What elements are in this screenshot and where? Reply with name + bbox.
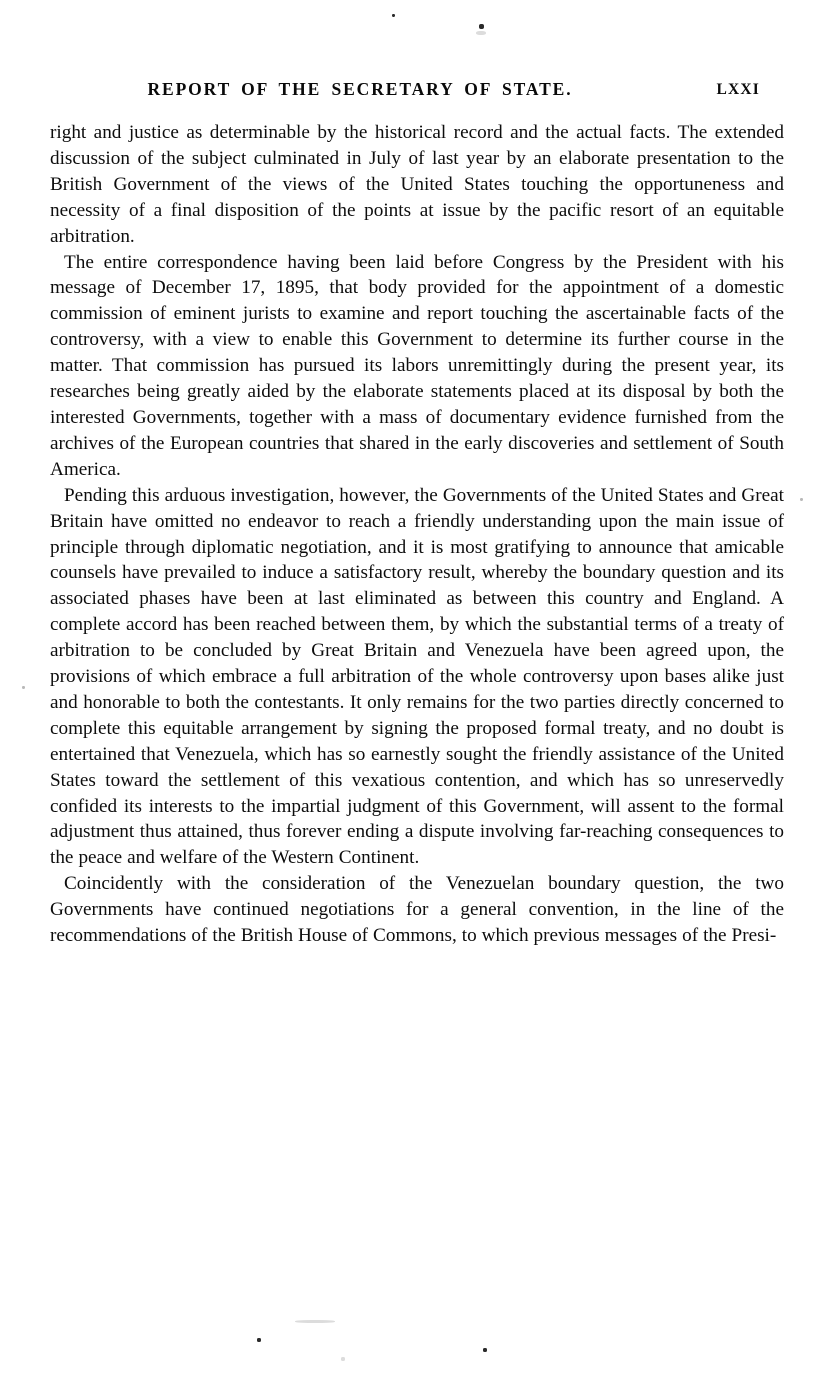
running-head-title: REPORT OF THE SECRETARY OF STATE. — [147, 79, 573, 99]
scan-speck — [479, 24, 484, 29]
paragraph: The entire correspondence having been laid before Congress by the President with his message of December 17, 1895, that body provided for the appointment of a domestic commission of eminent jurists to examine and report touching the ascertainable facts of the controversy, with a view to enable this Government to determine its further course in the matter. That commission has pursued its labors unremittingly during the present year, its researches being greatly aided by the elaborate statements placed at its disposal by both the interested Governments, together with a mass of documentary evidence furnished from the archives of the European countries that shared in the early discoveries and settlement of South America. — [50, 251, 784, 480]
scan-speck — [800, 498, 803, 501]
scan-speck — [341, 1357, 345, 1361]
paragraph: Coincidently with the consideration of the Venezuelan boundary question, the two Governments have continued negotiations for a general convention, in the line of the recommendations of the British House of Commons, to which previous messages of the Presi- — [50, 873, 784, 947]
scan-speck — [476, 31, 486, 35]
scan-speck — [483, 1348, 487, 1352]
running-head — [50, 78, 782, 102]
paragraph: Pending this arduous investigation, however, the Governments of the United States and Great Britain have omitted no endeavor to reach a friendly understanding upon the main issue of principle through diplomatic negotiation, and it is most gratifying to announce that amicable counsels have prevailed to induce a satisfactory result, whereby the boundary question and its associated phases have been at last eliminated as between this country and England. A complete accord has been reached between them, by which the substantial terms of a treaty of arbitration to be concluded by Great Britain and Venezuela have been agreed upon, the provisions of which embrace a full arbitration of the whole controversy upon bases alike just and honorable to both the contestants. It only remains for the two parties directly concerned to complete this equitable arrangement by signing the proposed formal treaty, and no doubt is entertained that Venezuela, which has so earnestly sought the friendly assistance of the United States toward the settlement of this vexatious contention, and which has so unreservedly confided its interests to the impartial judgment of this Government, will assent to the formal adjustment thus attained, thus forever ending a dispute involving far-reaching consequences to the peace and welfare of the Western Continent. — [50, 484, 784, 869]
scan-speck — [392, 14, 395, 17]
page-folio-number: LXXI — [716, 81, 760, 98]
scan-speck — [295, 1320, 335, 1323]
scan-speck — [257, 1338, 261, 1342]
paragraph: right and justice as determinable by the historical record and the actual facts. The extended discussion of the subject culminated in July of last year by an elaborate presentation to the British Government of the views of the United States touching the opportuneness and necessity of a final disposition of the points at issue by the pacific resort of an equitable arbitration. — [50, 122, 784, 247]
body-text-block — [50, 120, 784, 949]
scan-speck — [22, 686, 25, 689]
